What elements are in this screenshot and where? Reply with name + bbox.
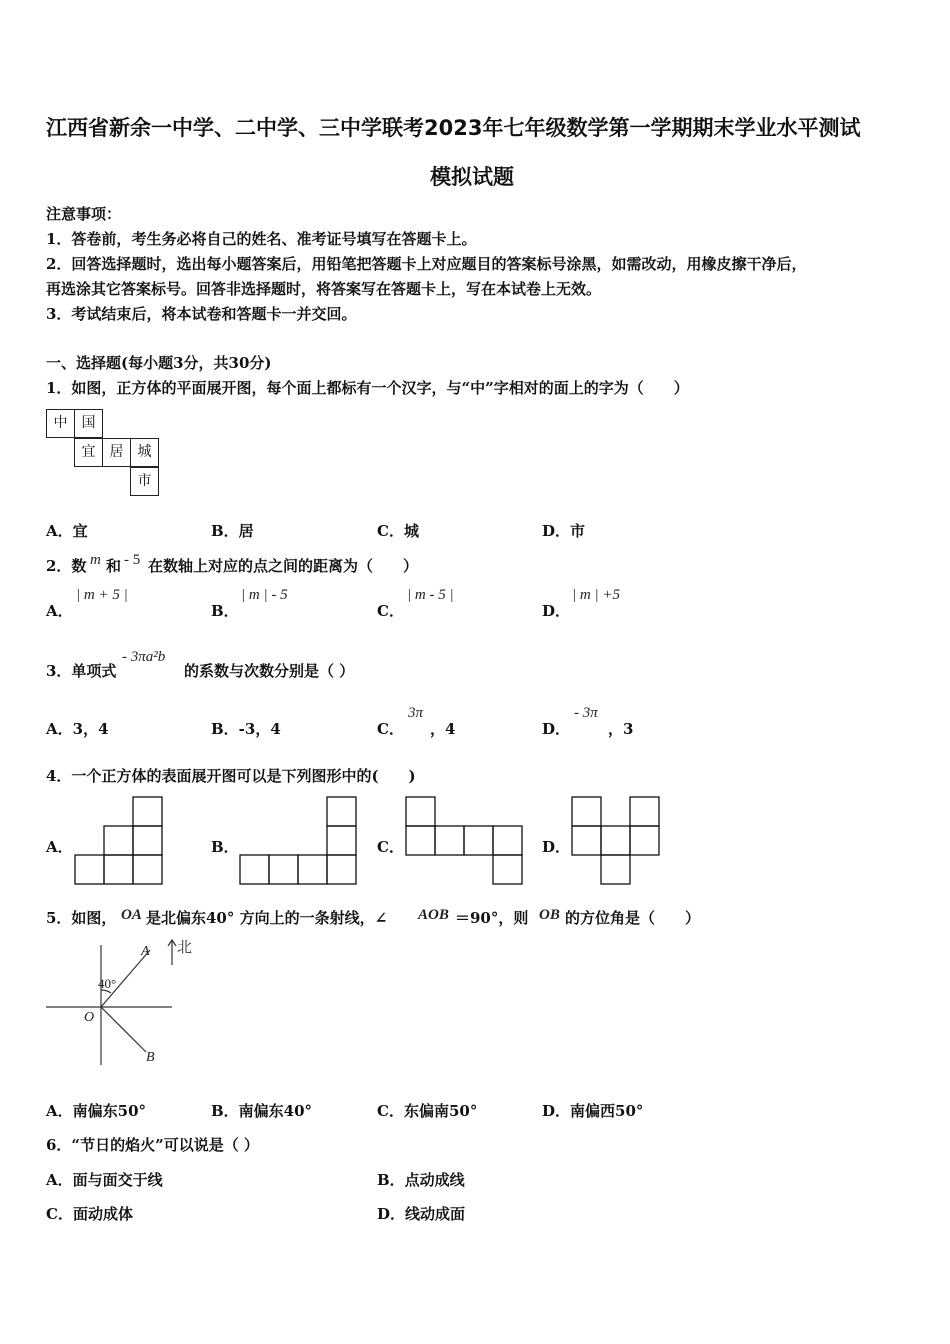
ray-oa: OA xyxy=(121,907,142,923)
question-3-stem-part: 的系数与次数分别是（ ） xyxy=(184,662,355,680)
angle-aob: AOB xyxy=(418,907,449,923)
option-a: A．面与面交于线 xyxy=(46,1171,163,1189)
option-b: B．点动成线 xyxy=(377,1171,465,1189)
option-d: D．南偏西50° xyxy=(542,1102,644,1120)
option-a: A． xyxy=(46,838,73,856)
formula-d: | m | +5 xyxy=(572,587,620,603)
c-expr: 3π xyxy=(408,705,424,721)
question-3-stem-part: 3．单项式 xyxy=(46,662,117,680)
question-2-stem-part: 在数轴上对应的点之间的距离为（ ） xyxy=(148,557,419,575)
option-d: D． xyxy=(542,838,571,856)
question-2-stem-part: 2．数 xyxy=(46,557,87,575)
option-d: D． xyxy=(542,602,571,620)
d-expr: - 3π xyxy=(574,705,598,721)
option-c: C． xyxy=(377,602,404,620)
question-1-stem: 1．如图，正方体的平面展开图，每个面上都标有一个汉字，与“中”字相对的面上的字为（ ） xyxy=(46,379,689,397)
angle-label: 40° xyxy=(98,976,117,991)
option-d: D．线动成面 xyxy=(377,1205,466,1223)
question-2-stem-part: 和 xyxy=(106,557,122,575)
net-cell: 市 xyxy=(130,467,159,496)
question-6-stem: 6．“节日的焰火”可以说是（ ） xyxy=(46,1136,259,1154)
page-title-line2: 模拟试题 xyxy=(430,165,514,189)
d-rest: ，3 xyxy=(608,720,634,738)
page-title: 江西省新余一中学、二中学、三中学联考2023年七年级数学第一学期期末学业水平测试 xyxy=(46,116,861,140)
net-cell: 宜 xyxy=(74,438,103,467)
formula-c: | m - 5 | xyxy=(407,587,454,603)
formula-b: | m | - 5 xyxy=(241,587,288,603)
notice-heading: 注意事项： xyxy=(46,205,122,223)
option-c: C． xyxy=(377,720,404,738)
option-a: A．宜 xyxy=(46,522,88,540)
net-cell: 国 xyxy=(74,409,103,438)
option-d: D．市 xyxy=(542,522,586,540)
net-cell: 城 xyxy=(130,438,159,467)
option-a: A．南偏东50° xyxy=(46,1102,147,1120)
section-heading: 一、选择题(每小题3分，共30分) xyxy=(46,354,272,372)
c-rest: ，4 xyxy=(430,720,456,738)
net-cell: 中 xyxy=(46,409,75,438)
ray-ob: OB xyxy=(539,907,560,923)
point-a-label: A xyxy=(141,944,150,959)
option-a: A． xyxy=(46,602,73,620)
north-label: 北 xyxy=(177,938,193,956)
option-c: C．东偏南50° xyxy=(377,1102,478,1120)
notice-item: 2．回答选择题时，选出每小题答案后，用铅笔把答题卡上对应题目的答案标号涂黑，如需改动，用橡皮擦干净后， xyxy=(46,255,807,273)
question-4-stem: 4．一个正方体的表面展开图可以是下列图形中的( ) xyxy=(46,767,416,785)
option-b: B．南偏东40° xyxy=(211,1102,313,1120)
option-d: D． xyxy=(542,720,571,738)
option-c: C．城 xyxy=(377,522,419,540)
notice-item: 3．考试结束后，将本试卷和答题卡一并交回。 xyxy=(46,305,357,323)
option-a: A．3，4 xyxy=(46,720,109,738)
math-neg5: - 5 xyxy=(124,552,141,568)
notice-item: 再选涂其它答案标号。回答非选择题时，将答案写在答题卡上，写在本试卷上无效。 xyxy=(46,280,602,298)
point-b-label: B xyxy=(146,1050,155,1065)
point-o-label: O xyxy=(84,1010,95,1025)
option-b: B． xyxy=(211,602,239,620)
formula-a: | m + 5 | xyxy=(76,587,128,603)
option-c: C． xyxy=(377,838,404,856)
question-5-stem-part: 5．如图， xyxy=(46,909,117,927)
option-b: B．居 xyxy=(211,522,254,540)
math-m: m xyxy=(90,552,101,568)
question-5-stem-part: ＝90°，则 xyxy=(455,909,529,927)
option-b: B． xyxy=(211,838,239,856)
option-b: B．-3，4 xyxy=(211,720,281,738)
option-c: C．面动成体 xyxy=(46,1205,133,1223)
monomial-expr: - 3πa²b xyxy=(122,649,166,665)
notice-item: 1．答卷前，考生务必将自己的姓名、准考证号填写在答题卡上。 xyxy=(46,230,477,248)
question-5-stem-part: 是北偏东40° 方向上的一条射线，∠ xyxy=(146,909,388,927)
net-cell: 居 xyxy=(102,438,131,467)
question-5-stem-part: 的方位角是（ ） xyxy=(565,909,701,927)
